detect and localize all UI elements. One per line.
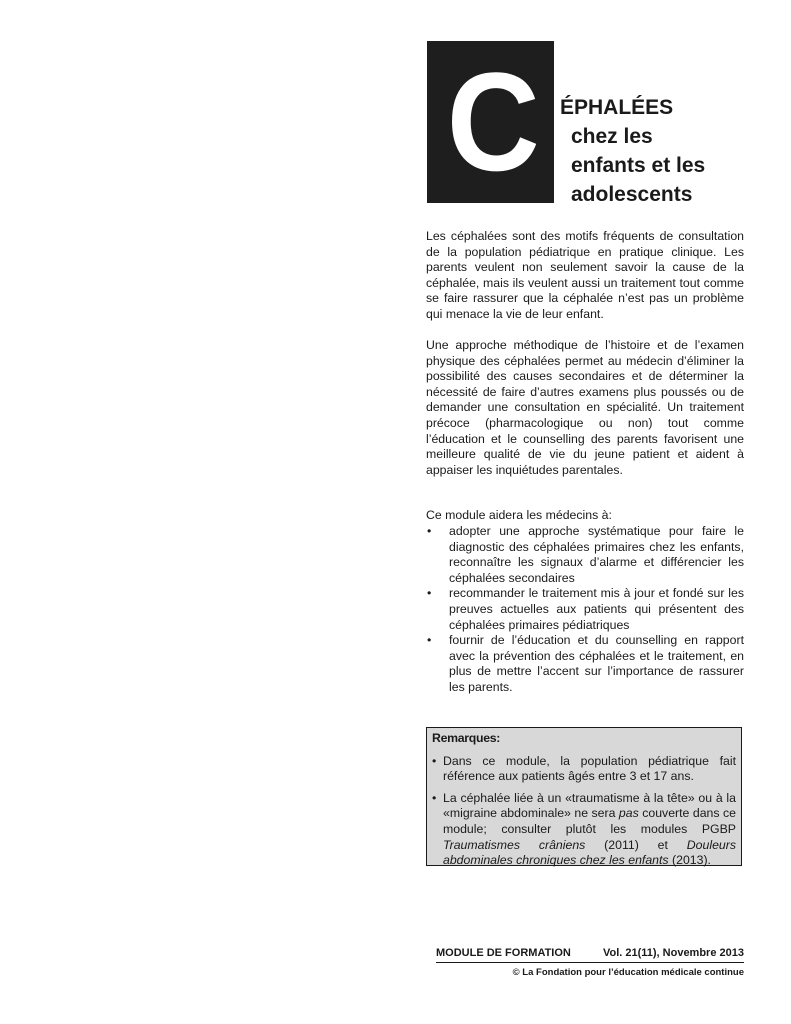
remarks-box <box>426 727 742 866</box>
remark-text-part: couverte dans ce module; consulter plutôt les modules PGBP <box>443 806 736 836</box>
title-line-3: enfants et les <box>571 154 706 177</box>
bullet-icon: • <box>432 790 437 805</box>
bullet-icon: • <box>427 586 432 601</box>
remark-text-part: (2011) et <box>585 837 687 852</box>
list-item-text: fournir de l’éducation et du counselling en rapport avec la prévention des céphalées et le traitement, en plus de mettre l’accent sur l’importance de rassurer les parents. <box>449 633 744 694</box>
bullet-icon: • <box>427 633 432 648</box>
footer-bar <box>436 946 744 963</box>
objectives-list <box>426 524 744 696</box>
remark-text-part: (2013). <box>668 853 711 868</box>
footer-volume: Vol. 21(11), Novembre 2013 <box>602 947 744 959</box>
page-title <box>560 93 760 209</box>
title-line-1: ÉPHALÉES <box>560 96 674 119</box>
title-line-4: adolescents <box>571 183 693 206</box>
remark-item <box>432 791 736 869</box>
remark-module-title: Douleurs abdominales chroniques chez les enfants <box>443 837 736 868</box>
list-item-text: adopter une approche systématique pour faire le diagnostic des céphalées primaires chez les enfants, reconnaître les signaux d’alarme et différencier les céphalées secondaires <box>449 524 744 585</box>
dropcap-box <box>427 41 554 203</box>
dropcap-letter: C <box>446 43 535 200</box>
objectives-intro: Ce module aidera les médecins à: <box>426 508 612 522</box>
intro-paragraph-2: Une approche méthodique de l’histoire et de l’examen physique des céphalées permet au médecin d’éliminer la possibilité des causes secondaires et de déterminer la nécessité de faire d’autres examens plus poussés ou de demander une consultation en spécialité. Un traitement précoce (pharmacologique ou non) tout comme l’éducation et le counselling des parents favorisent une meilleure qualité de vie du jeune patient et aident à appaiser les inquiétudes parentales. <box>426 338 744 477</box>
footer-module-label: MODULE DE FORMATION <box>436 947 571 959</box>
list-item-text: recommander le traitement mis à jour et fondé sur les preuves actuelles aux patients qui présentent des céphalées primaires pédiatriques <box>449 586 744 632</box>
bullet-icon: • <box>427 524 432 538</box>
bullet-icon: • <box>432 753 437 768</box>
remark-module-title: Traumatismes crâniens <box>443 837 586 852</box>
list-item <box>426 586 744 633</box>
footer-copyright: © La Fondation pour l’éducation médicale continue <box>512 967 744 978</box>
list-item <box>426 524 744 586</box>
intro-paragraph-1: Les céphalées sont des motifs fréquents de consultation de la population pédiatrique en pratique clinique. Les parents veulent non seulement savoir la cause de la céphalée, mais ils veulent aussi un traitement tout comme se faire rassurer que la céphalée n’est pas un problème qui menace la vie de leur enfant. <box>426 229 744 321</box>
title-line-2: chez les <box>571 125 653 148</box>
remarks-list <box>432 754 736 869</box>
list-item <box>426 633 744 695</box>
remarks-title: Remarques: <box>432 731 501 745</box>
remark-text: Dans ce module, la population pédiatrique fait référence aux patients âgés entre 3 et 17 ans. <box>443 753 736 784</box>
remark-text-part: La céphalée liée à un «traumatisme à la tête» ou à la «migraine abdominale» ne sera <box>443 790 736 821</box>
remark-item <box>432 754 736 785</box>
remark-emphasis: pas <box>618 806 639 821</box>
